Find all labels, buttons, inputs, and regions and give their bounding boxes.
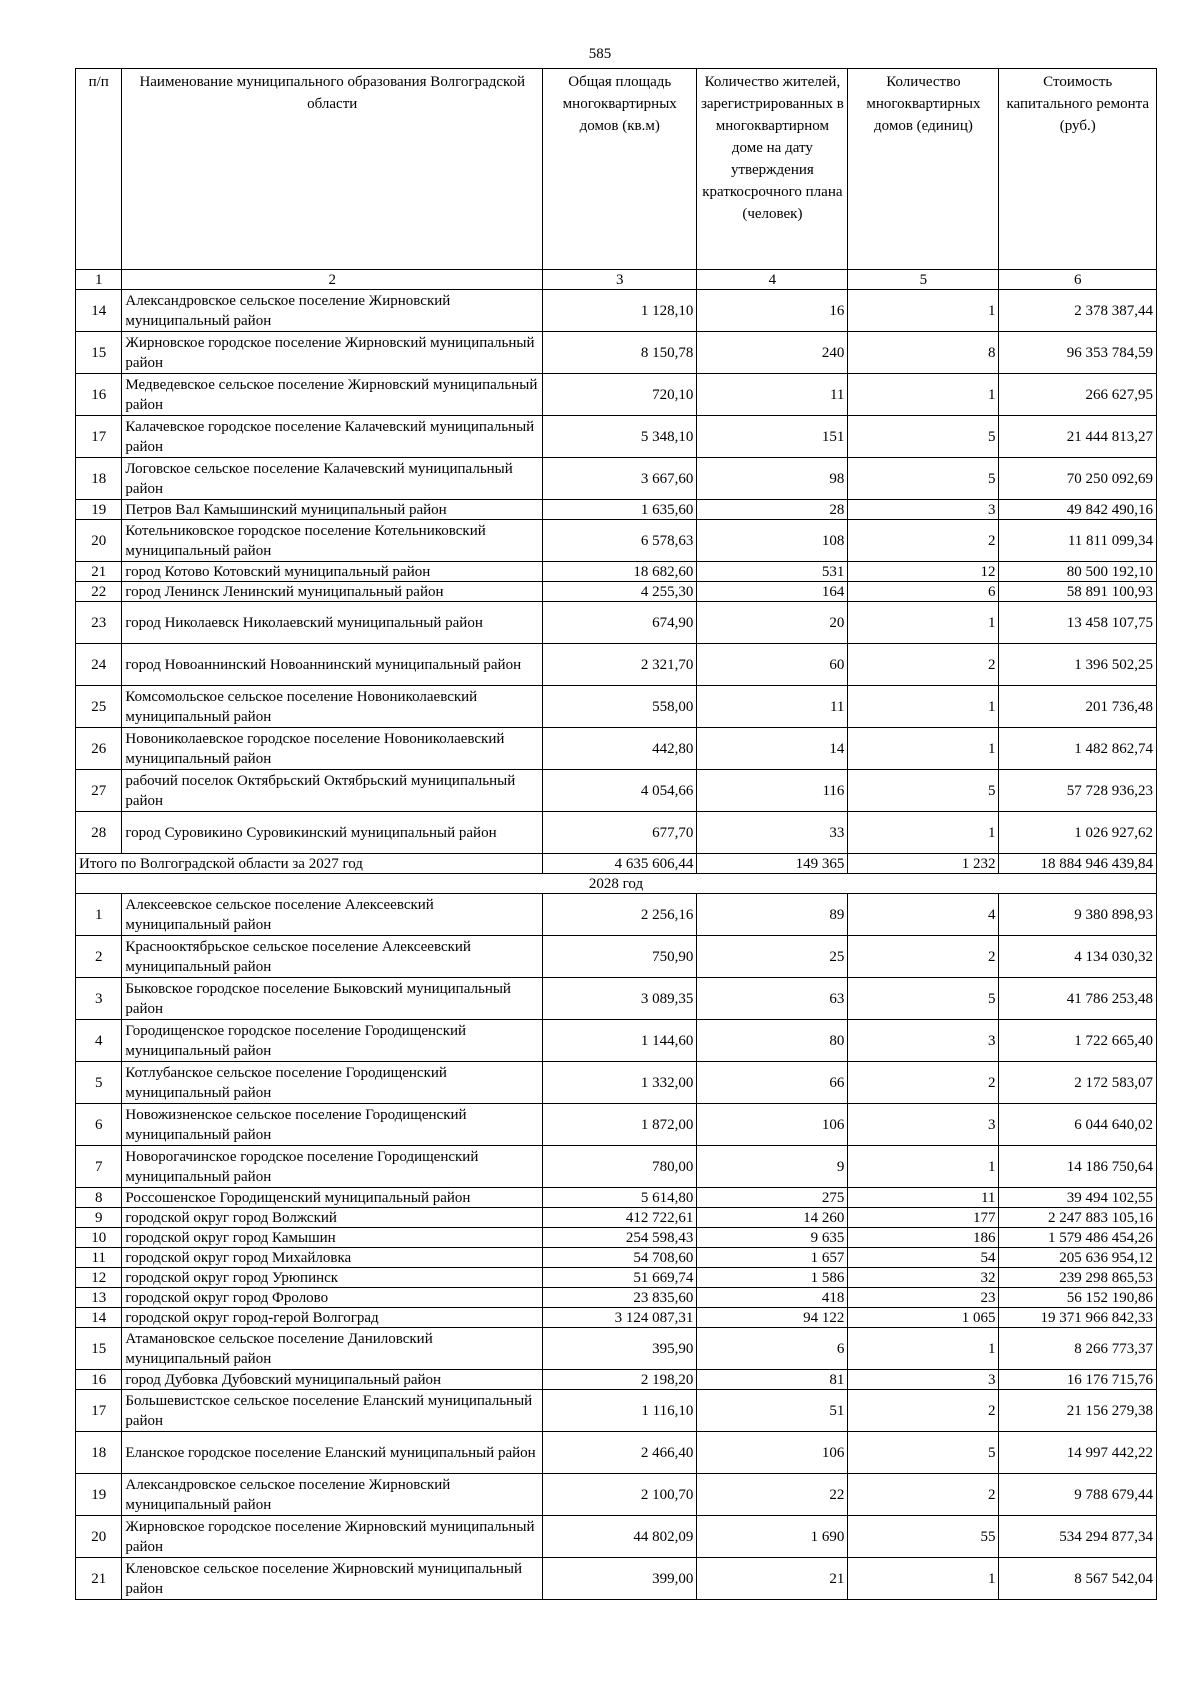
municipality-name: Котлубанское сельское поселение Городищенский муниципальный район (122, 1062, 543, 1104)
residents-value: 21 (697, 1558, 848, 1600)
residents-value: 418 (697, 1288, 848, 1308)
residents-value: 51 (697, 1390, 848, 1432)
municipality-name: Быковское городское поселение Быковский муниципальный район (122, 978, 543, 1020)
residents-value: 14 260 (697, 1208, 848, 1228)
row-index: 18 (76, 458, 122, 500)
residents-value: 6 (697, 1328, 848, 1370)
houses-value: 3 (848, 500, 999, 520)
area-value: 1 144,60 (543, 1020, 697, 1062)
houses-value: 55 (848, 1516, 999, 1558)
residents-value: 106 (697, 1104, 848, 1146)
houses-value: 2 (848, 644, 999, 686)
table-row (76, 582, 1157, 602)
houses-value: 2 (848, 1390, 999, 1432)
houses-value: 5 (848, 978, 999, 1020)
houses-value: 1 (848, 1146, 999, 1188)
municipality-name: Александровское сельское поселение Жирновский муниципальный район (122, 290, 543, 332)
municipality-name: Еланское городское поселение Еланский муниципальный район (122, 1432, 543, 1474)
residents-value: 1 657 (697, 1248, 848, 1268)
residents-value: 151 (697, 416, 848, 458)
municipality-name: городской округ город Фролово (122, 1288, 543, 1308)
row-index: 16 (76, 374, 122, 416)
table-row (76, 894, 1157, 936)
houses-value: 5 (848, 770, 999, 812)
municipality-name: Калачевское городское поселение Калачевский муниципальный район (122, 416, 543, 458)
row-index: 2 (76, 936, 122, 978)
row-index: 11 (76, 1248, 122, 1268)
houses-value: 8 (848, 332, 999, 374)
residents-value: 25 (697, 936, 848, 978)
municipality-name: Новониколаевское городское поселение Новониколаевский муниципальный район (122, 728, 543, 770)
municipality-name: городской округ город Михайловка (122, 1248, 543, 1268)
table-row (76, 1516, 1157, 1558)
row-index: 26 (76, 728, 122, 770)
area-value: 674,90 (543, 602, 697, 644)
residents-value: 1 690 (697, 1516, 848, 1558)
table-row (76, 1104, 1157, 1146)
cost-value: 49 842 490,16 (999, 500, 1157, 520)
municipality-name: Новорогачинское городское поселение Городищенский муниципальный район (122, 1146, 543, 1188)
municipality-name: Кленовское сельское поселение Жирновский муниципальный район (122, 1558, 543, 1600)
row-index: 14 (76, 290, 122, 332)
municipality-name: городской округ город Урюпинск (122, 1268, 543, 1288)
column-number: 4 (697, 270, 848, 290)
area-value: 750,90 (543, 936, 697, 978)
cost-value: 41 786 253,48 (999, 978, 1157, 1020)
area-value: 51 669,74 (543, 1268, 697, 1288)
houses-value: 2 (848, 520, 999, 562)
area-value: 2 321,70 (543, 644, 697, 686)
cost-value: 1 026 927,62 (999, 812, 1157, 854)
total-row-2027 (76, 854, 1157, 874)
cost-value: 2 247 883 105,16 (999, 1208, 1157, 1228)
table-row (76, 770, 1157, 812)
cost-value: 14 186 750,64 (999, 1146, 1157, 1188)
header-houses: Количество многоквартирных домов (единиц) (848, 69, 999, 270)
table-row (76, 1474, 1157, 1516)
area-value: 2 100,70 (543, 1474, 697, 1516)
area-value: 558,00 (543, 686, 697, 728)
table-row (76, 1268, 1157, 1288)
row-index: 25 (76, 686, 122, 728)
area-value: 44 802,09 (543, 1516, 697, 1558)
row-index: 19 (76, 500, 122, 520)
area-value: 720,10 (543, 374, 697, 416)
table-row (76, 1248, 1157, 1268)
municipality-name: город Дубовка Дубовский муниципальный район (122, 1370, 543, 1390)
municipality-name: Комсомольское сельское поселение Новониколаевский муниципальный район (122, 686, 543, 728)
municipality-name: Краснооктябрьское сельское поселение Алексеевский муниципальный район (122, 936, 543, 978)
table-row (76, 978, 1157, 1020)
residents-value: 11 (697, 374, 848, 416)
municipality-name: Петров Вал Камышинский муниципальный район (122, 500, 543, 520)
table-row (76, 602, 1157, 644)
table-row (76, 1208, 1157, 1228)
houses-value: 1 (848, 812, 999, 854)
table-row (76, 562, 1157, 582)
table-row (76, 1390, 1157, 1432)
houses-value: 2 (848, 936, 999, 978)
area-value: 2 198,20 (543, 1370, 697, 1390)
residents-value: 60 (697, 644, 848, 686)
table-row (76, 290, 1157, 332)
area-value: 1 332,00 (543, 1062, 697, 1104)
residents-value: 11 (697, 686, 848, 728)
rows-2027 (76, 290, 1157, 854)
residents-value: 164 (697, 582, 848, 602)
houses-value: 54 (848, 1248, 999, 1268)
cost-value: 21 444 813,27 (999, 416, 1157, 458)
houses-value: 2 (848, 1062, 999, 1104)
residents-value: 9 (697, 1146, 848, 1188)
houses-value: 12 (848, 562, 999, 582)
cost-value: 1 579 486 454,26 (999, 1228, 1157, 1248)
row-index: 5 (76, 1062, 122, 1104)
column-number-row (76, 270, 1157, 290)
area-value: 1 116,10 (543, 1390, 697, 1432)
municipality-name: Городищенское городское поселение Городищенский муниципальный район (122, 1020, 543, 1062)
municipality-name: Жирновское городское поселение Жирновский муниципальный район (122, 1516, 543, 1558)
column-number: 2 (122, 270, 543, 290)
column-number: 5 (848, 270, 999, 290)
row-index: 12 (76, 1268, 122, 1288)
row-index: 19 (76, 1474, 122, 1516)
cost-value: 8 266 773,37 (999, 1328, 1157, 1370)
table-row (76, 686, 1157, 728)
houses-value: 177 (848, 1208, 999, 1228)
total-houses: 1 232 (848, 854, 999, 874)
houses-value: 3 (848, 1370, 999, 1390)
row-index: 18 (76, 1432, 122, 1474)
row-index: 21 (76, 1558, 122, 1600)
houses-value: 5 (848, 416, 999, 458)
area-value: 5 614,80 (543, 1188, 697, 1208)
row-index: 27 (76, 770, 122, 812)
residents-value: 94 122 (697, 1308, 848, 1328)
area-value: 1 872,00 (543, 1104, 697, 1146)
area-value: 254 598,43 (543, 1228, 697, 1248)
row-index: 10 (76, 1228, 122, 1248)
houses-value: 1 065 (848, 1308, 999, 1328)
houses-value: 3 (848, 1104, 999, 1146)
cost-value: 9 788 679,44 (999, 1474, 1157, 1516)
area-value: 2 256,16 (543, 894, 697, 936)
houses-value: 6 (848, 582, 999, 602)
houses-value: 1 (848, 686, 999, 728)
residents-value: 80 (697, 1020, 848, 1062)
total-residents: 149 365 (697, 854, 848, 874)
row-index: 7 (76, 1146, 122, 1188)
column-number: 6 (999, 270, 1157, 290)
area-value: 6 578,63 (543, 520, 697, 562)
area-value: 1 635,60 (543, 500, 697, 520)
cost-value: 1 722 665,40 (999, 1020, 1157, 1062)
cost-value: 1 482 862,74 (999, 728, 1157, 770)
year-2028-label: 2028 год (76, 874, 1157, 894)
table-row (76, 1308, 1157, 1328)
residents-value: 81 (697, 1370, 848, 1390)
row-index: 21 (76, 562, 122, 582)
municipality-name: Жирновское городское поселение Жирновский муниципальный район (122, 332, 543, 374)
cost-value: 239 298 865,53 (999, 1268, 1157, 1288)
cost-value: 266 627,95 (999, 374, 1157, 416)
residents-value: 108 (697, 520, 848, 562)
cost-value: 57 728 936,23 (999, 770, 1157, 812)
area-value: 412 722,61 (543, 1208, 697, 1228)
cost-value: 16 176 715,76 (999, 1370, 1157, 1390)
municipality-name: город Ленинск Ленинский муниципальный район (122, 582, 543, 602)
cost-value: 9 380 898,93 (999, 894, 1157, 936)
table-row (76, 500, 1157, 520)
residents-value: 531 (697, 562, 848, 582)
table-row (76, 728, 1157, 770)
row-index: 22 (76, 582, 122, 602)
header-area: Общая площадь многоквартирных домов (кв.м) (543, 69, 697, 270)
column-number: 1 (76, 270, 122, 290)
row-index: 6 (76, 1104, 122, 1146)
cost-value: 39 494 102,55 (999, 1188, 1157, 1208)
municipality-name: рабочий поселок Октябрьский Октябрьский муниципальный район (122, 770, 543, 812)
area-value: 1 128,10 (543, 290, 697, 332)
cost-value: 80 500 192,10 (999, 562, 1157, 582)
residents-value: 66 (697, 1062, 848, 1104)
table-row (76, 1188, 1157, 1208)
residents-value: 33 (697, 812, 848, 854)
area-value: 677,70 (543, 812, 697, 854)
municipality-name: Новожизненское сельское поселение Городищенский муниципальный район (122, 1104, 543, 1146)
row-index: 13 (76, 1288, 122, 1308)
row-index: 28 (76, 812, 122, 854)
table-row (76, 1328, 1157, 1370)
municipality-name: город Котово Котовский муниципальный район (122, 562, 543, 582)
residents-value: 275 (697, 1188, 848, 1208)
residents-value: 240 (697, 332, 848, 374)
residents-value: 22 (697, 1474, 848, 1516)
houses-value: 1 (848, 1558, 999, 1600)
residents-value: 9 635 (697, 1228, 848, 1248)
houses-value: 186 (848, 1228, 999, 1248)
area-value: 2 466,40 (543, 1432, 697, 1474)
total-2027-section (76, 854, 1157, 894)
cost-value: 4 134 030,32 (999, 936, 1157, 978)
cost-value: 6 044 640,02 (999, 1104, 1157, 1146)
municipality-name: Атамановское сельское поселение Даниловский муниципальный район (122, 1328, 543, 1370)
cost-value: 205 636 954,12 (999, 1248, 1157, 1268)
row-index: 17 (76, 416, 122, 458)
row-index: 3 (76, 978, 122, 1020)
area-value: 4 054,66 (543, 770, 697, 812)
area-value: 395,90 (543, 1328, 697, 1370)
cost-value: 58 891 100,93 (999, 582, 1157, 602)
total-cost: 18 884 946 439,84 (999, 854, 1157, 874)
municipality-name: городской округ город Волжский (122, 1208, 543, 1228)
cost-value: 11 811 099,34 (999, 520, 1157, 562)
area-value: 54 708,60 (543, 1248, 697, 1268)
table-row (76, 1558, 1157, 1600)
row-index: 23 (76, 602, 122, 644)
rows-2028 (76, 894, 1157, 1600)
cost-value: 201 736,48 (999, 686, 1157, 728)
municipality-name: городской округ город Камышин (122, 1228, 543, 1248)
table-row (76, 374, 1157, 416)
area-value: 5 348,10 (543, 416, 697, 458)
cost-value: 96 353 784,59 (999, 332, 1157, 374)
row-index: 17 (76, 1390, 122, 1432)
row-index: 14 (76, 1308, 122, 1328)
cost-value: 8 567 542,04 (999, 1558, 1157, 1600)
area-value: 442,80 (543, 728, 697, 770)
row-index: 15 (76, 1328, 122, 1370)
table-row (76, 1370, 1157, 1390)
area-value: 780,00 (543, 1146, 697, 1188)
houses-value: 1 (848, 602, 999, 644)
table-row (76, 1062, 1157, 1104)
municipality-name: город Суровикино Суровикинский муниципальный район (122, 812, 543, 854)
table-row (76, 644, 1157, 686)
cost-value: 19 371 966 842,33 (999, 1308, 1157, 1328)
table-row (76, 1020, 1157, 1062)
houses-value: 5 (848, 1432, 999, 1474)
municipality-name: Александровское сельское поселение Жирновский муниципальный район (122, 1474, 543, 1516)
houses-value: 32 (848, 1268, 999, 1288)
residents-value: 16 (697, 290, 848, 332)
table-row (76, 332, 1157, 374)
cost-value: 21 156 279,38 (999, 1390, 1157, 1432)
row-index: 15 (76, 332, 122, 374)
page-number: 585 (588, 46, 612, 62)
residents-value: 89 (697, 894, 848, 936)
residents-value: 106 (697, 1432, 848, 1474)
houses-value: 1 (848, 1328, 999, 1370)
table-row (76, 1288, 1157, 1308)
header-residents: Количество жителей, зарегистрированных в многоквартирном доме на дату утверждения краткосрочного плана (человек) (697, 69, 848, 270)
table-row (76, 520, 1157, 562)
residents-value: 28 (697, 500, 848, 520)
row-index: 8 (76, 1188, 122, 1208)
houses-value: 1 (848, 374, 999, 416)
municipality-name: Большевистское сельское поселение Еланский муниципальный район (122, 1390, 543, 1432)
row-index: 1 (76, 894, 122, 936)
table-row (76, 416, 1157, 458)
cost-value: 14 997 442,22 (999, 1432, 1157, 1474)
municipality-name: Россошенское Городищенский муниципальный район (122, 1188, 543, 1208)
table-row (76, 812, 1157, 854)
houses-value: 5 (848, 458, 999, 500)
cost-value: 2 172 583,07 (999, 1062, 1157, 1104)
municipality-name: Котельниковское городское поселение Котельниковский муниципальный район (122, 520, 543, 562)
houses-value: 3 (848, 1020, 999, 1062)
residents-value: 63 (697, 978, 848, 1020)
cost-value: 56 152 190,86 (999, 1288, 1157, 1308)
residents-value: 14 (697, 728, 848, 770)
column-number: 3 (543, 270, 697, 290)
area-value: 8 150,78 (543, 332, 697, 374)
table-row (76, 1228, 1157, 1248)
area-value: 4 255,30 (543, 582, 697, 602)
houses-value: 1 (848, 728, 999, 770)
row-index: 4 (76, 1020, 122, 1062)
row-index: 9 (76, 1208, 122, 1228)
header-row (76, 69, 1157, 270)
municipality-name: городской округ город-герой Волгоград (122, 1308, 543, 1328)
cost-value: 1 396 502,25 (999, 644, 1157, 686)
cost-value: 13 458 107,75 (999, 602, 1157, 644)
header-cost: Стоимость капитального ремонта (руб.) (999, 69, 1157, 270)
municipality-name: Алексеевское сельское поселение Алексеевский муниципальный район (122, 894, 543, 936)
municipality-name: Логовское сельское поселение Калачевский муниципальный район (122, 458, 543, 500)
area-value: 23 835,60 (543, 1288, 697, 1308)
houses-value: 2 (848, 1474, 999, 1516)
residents-value: 98 (697, 458, 848, 500)
residents-value: 1 586 (697, 1268, 848, 1288)
table-row (76, 458, 1157, 500)
residents-value: 20 (697, 602, 848, 644)
houses-value: 1 (848, 290, 999, 332)
header-index: п/п (76, 69, 122, 270)
municipality-name: Медведевское сельское поселение Жирновский муниципальный район (122, 374, 543, 416)
area-value: 3 089,35 (543, 978, 697, 1020)
table-row (76, 1146, 1157, 1188)
total-label: Итого по Волгоградской области за 2027 год (76, 854, 543, 874)
cost-value: 2 378 387,44 (999, 290, 1157, 332)
houses-value: 4 (848, 894, 999, 936)
year-2028-row (76, 874, 1157, 894)
cost-value: 70 250 092,69 (999, 458, 1157, 500)
capital-repair-table (75, 68, 1157, 1600)
header-municipality: Наименование муниципального образования Волгоградской области (122, 69, 543, 270)
cost-value: 534 294 877,34 (999, 1516, 1157, 1558)
area-value: 18 682,60 (543, 562, 697, 582)
row-index: 20 (76, 520, 122, 562)
table-row (76, 1432, 1157, 1474)
row-index: 24 (76, 644, 122, 686)
table-row (76, 936, 1157, 978)
area-value: 3 124 087,31 (543, 1308, 697, 1328)
houses-value: 11 (848, 1188, 999, 1208)
area-value: 399,00 (543, 1558, 697, 1600)
row-index: 20 (76, 1516, 122, 1558)
area-value: 3 667,60 (543, 458, 697, 500)
total-area: 4 635 606,44 (543, 854, 697, 874)
municipality-name: город Новоаннинский Новоаннинский муниципальный район (122, 644, 543, 686)
residents-value: 116 (697, 770, 848, 812)
row-index: 16 (76, 1370, 122, 1390)
houses-value: 23 (848, 1288, 999, 1308)
municipality-name: город Николаевск Николаевский муниципальный район (122, 602, 543, 644)
